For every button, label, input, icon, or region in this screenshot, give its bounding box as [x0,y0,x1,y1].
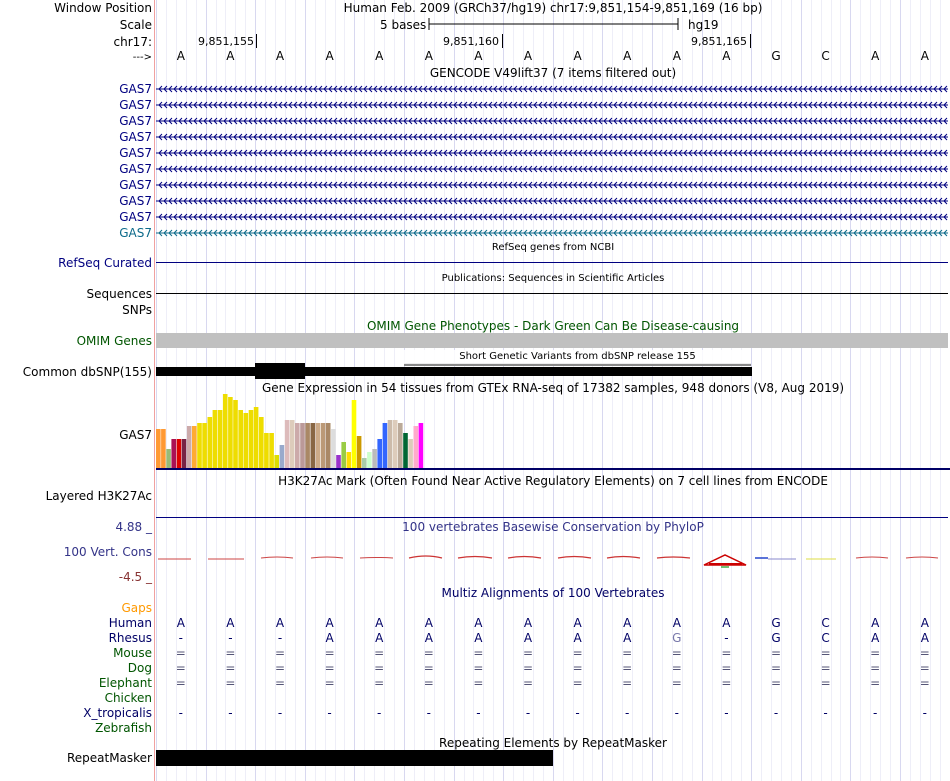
multiz-base: = [622,676,633,690]
gencode-item-label[interactable]: GAS7 [119,210,152,224]
gencode-transcript-row[interactable] [156,194,948,208]
multiz-base: = [721,676,732,690]
gtex-tissue-bar [336,455,341,468]
multiz-base: = [671,676,682,690]
label-separator [154,0,155,781]
multiz-base: C [821,631,830,645]
reference-base: A [325,49,334,63]
multiz-base: = [919,661,930,675]
gencode-strand-arrows [156,210,948,224]
multiz-base: A [474,616,483,630]
multiz-species-label[interactable]: Dog [127,661,152,675]
gtex-tissue-bar [305,423,310,468]
multiz-base: = [572,676,583,690]
gtex-tissue-bar [187,426,192,468]
gtex-tissue-bar [383,423,388,468]
multiz-base: = [820,676,831,690]
gtex-tissue-bar [321,423,326,468]
gtex-tissue-bar [264,433,269,468]
multiz-base: = [374,661,385,675]
gencode-transcript-row[interactable] [156,114,948,128]
gencode-item-label[interactable]: GAS7 [119,130,152,144]
multiz-base: A [722,616,731,630]
gtex-gene-label[interactable]: GAS7 [119,428,152,442]
multiz-species-label[interactable]: Elephant [98,676,152,690]
multiz-base: = [522,676,534,690]
multiz-base: = [324,661,335,675]
multiz-base: - [773,706,779,720]
refseq-track-title: RefSeq genes from NCBI [491,242,615,253]
multiz-base: G [771,616,781,630]
multiz-base: A [424,631,433,645]
multiz-base: - [625,706,630,720]
repeatmasker-element[interactable] [156,750,553,766]
multiz-base: = [374,676,385,690]
gencode-track-title: GENCODE V49lift37 (7 items filtered out) [429,66,677,80]
multiz-base: = [820,646,831,660]
multiz-base: = [423,676,434,690]
gtex-bar-chart[interactable] [156,394,950,470]
gtex-tissue-bar [372,449,377,468]
multiz-base: C [821,616,830,630]
multiz-base: - [922,706,927,720]
multiz-base: = [423,661,434,675]
multiz-base: = [671,661,682,675]
multiz-base: = [770,661,782,675]
track-image-area[interactable] [156,0,950,781]
multiz-base: - [674,706,679,720]
multiz-base: = [274,646,286,660]
reference-base: A [573,49,582,63]
dbsnp-variant-block[interactable] [255,363,305,379]
assembly-position-text: Human Feb. 2009 (GRCh37/hg19) chr17:9,851,154-9,851,169 (16 bp) [343,1,763,15]
reference-base: A [920,49,929,63]
chrom-label[interactable]: chr17: [113,35,152,49]
gencode-transcript-row[interactable] [156,210,948,224]
gencode-transcript-row[interactable] [156,82,948,96]
position-tick-mark-3 [750,34,751,48]
gtex-tissue-bar [285,420,290,468]
gencode-transcript-row[interactable] [156,146,948,160]
multiz-base: A [920,616,929,630]
gtex-tissue-bar [408,439,413,468]
phylop-min-label: -4.5 _ [118,570,152,584]
multiz-base: A [325,616,334,630]
multiz-base: A [474,631,483,645]
sequences-label[interactable]: Sequences [86,287,152,301]
gtex-tissue-bar [259,417,264,468]
gtex-tissue-bar [316,423,321,468]
multiz-base: - [228,706,233,720]
multiz-base: = [721,646,732,660]
gencode-item-label[interactable]: GAS7 [119,178,152,192]
gtex-tissue-bar [403,433,408,468]
gencode-item-label[interactable]: GAS7 [119,226,152,240]
multiz-base: = [919,646,930,660]
reference-base: A [474,49,483,63]
multiz-base: = [622,646,633,660]
gencode-item-label[interactable]: GAS7 [119,194,152,208]
gencode-transcript-row[interactable] [156,130,948,144]
multiz-base: A [920,631,929,645]
multiz-base: A [523,631,533,645]
multiz-base: = [770,676,782,690]
publications-track-title: Publications: Sequences in Scientific Articles [441,273,665,284]
scale-bar [428,16,680,32]
phylop-track-title: 100 vertebrates Basewise Conservation by PhyloP [402,520,704,534]
multiz-species-label[interactable]: Rhesus [108,631,152,645]
multiz-base: = [870,661,881,675]
multiz-base: A [375,616,384,630]
multiz-species-label[interactable]: Human [108,616,152,630]
multiz-base: = [274,676,286,690]
gtex-tissue-bar [280,445,285,468]
gtex-tissue-bar [311,423,316,468]
reference-base: G [771,49,781,63]
multiz-base: - [426,706,431,720]
gencode-transcript-row[interactable] [156,98,948,112]
reference-base: A [226,49,235,63]
gtex-tissue-bar [362,458,367,468]
reference-base: C [821,49,830,63]
multiz-base: - [724,631,729,645]
gtex-tissue-bar [223,394,228,468]
reference-base: A [275,49,285,63]
multiz-base: = [175,646,186,660]
gtex-tissue-bar [182,439,187,468]
multiz-base: - [178,631,183,645]
multiz-base: A [672,616,681,630]
multiz-base: = [225,661,236,675]
phylop-signal[interactable] [156,550,950,572]
gtex-tissue-bar [367,452,372,468]
multiz-base: = [919,676,930,690]
multiz-base: A [623,616,632,630]
gtex-tissue-bar [419,423,424,468]
multiz-base: = [324,646,335,660]
gencode-strand-arrows [156,114,948,128]
multiz-base: - [724,706,729,720]
gtex-tissue-bar [352,400,357,468]
position-tick-2: 9,851,160 [443,35,499,48]
repeatmasker-label[interactable]: RepeatMasker [66,751,152,765]
multiz-base: - [178,706,183,720]
dbsnp-track-title: Short Genetic Variants from dbSNP release 155 [404,350,751,364]
multiz-base: - [873,706,878,720]
reference-base: A [871,49,880,63]
multiz-species-label[interactable]: X_tropicalis [83,706,152,720]
gencode-transcript-row[interactable] [156,226,948,240]
gtex-tissue-bar [398,423,403,468]
position-tick-mark-2 [502,34,503,48]
gtex-tissue-bar [197,423,202,468]
gtex-tissue-bar [244,413,249,468]
multiz-base: - [525,706,531,720]
gencode-transcript-row[interactable] [156,178,948,192]
multiz-base: A [176,616,185,630]
multiz-base: A [623,631,632,645]
multiz-base: = [274,661,286,675]
multiz-base: - [277,631,283,645]
multiz-base: A [573,616,582,630]
gtex-tissue-bar [156,429,161,468]
multiz-base: = [721,661,732,675]
gencode-strand-arrows [156,98,948,112]
multiz-base: = [175,661,186,675]
snps-label[interactable]: SNPs [122,303,152,317]
gtex-tissue-bar [213,410,218,468]
gtex-tissue-bar [228,397,233,468]
multiz-base: A [275,616,285,630]
multiz-base: = [870,646,881,660]
reference-base: A [176,49,185,63]
publications-line[interactable] [156,293,948,294]
refseq-gene-line[interactable] [156,262,948,263]
position-tick-1: 9,851,155 [198,35,254,48]
gtex-tissue-bar [388,420,393,468]
scale-bases-text: 5 bases [380,18,427,32]
multiz-base: = [671,646,682,660]
multiz-base: A [424,616,433,630]
gtex-tissue-bar [254,407,259,468]
gencode-item-label[interactable]: GAS7 [119,162,152,176]
gencode-strand-arrows [156,226,948,240]
reference-base: A [672,49,681,63]
multiz-base: - [476,706,481,720]
gtex-tissue-bar [414,426,419,468]
multiz-base: - [277,706,283,720]
gtex-tissue-bar [290,420,295,468]
multiz-base: = [522,661,534,675]
reference-base: A [375,49,384,63]
omim-genes-label[interactable]: OMIM Genes [76,334,152,348]
multiz-base: = [820,661,831,675]
multiz-base: = [473,646,484,660]
gencode-strand-arrows [156,146,948,160]
dbsnp-variant-bar[interactable] [156,367,752,376]
gtex-tissue-bar [295,423,300,468]
multiz-base: A [325,631,334,645]
common-dbsnp-label[interactable]: Common dbSNP(155) [22,365,152,379]
multiz-base: = [572,646,583,660]
gtex-tissue-bar [326,423,331,468]
window-position-label[interactable]: Window Position [54,1,152,15]
h3k27ac-baseline [156,517,948,518]
multiz-base: - [575,706,580,720]
gtex-tissue-bar [166,449,171,468]
gtex-tissue-bar [357,436,362,468]
layered-h3k27ac-label[interactable]: Layered H3K27Ac [45,489,152,503]
position-tick-3: 9,851,165 [691,35,747,48]
multiz-species-label[interactable]: Mouse [113,646,152,660]
multiz-base: - [377,706,382,720]
strand-arrow-label[interactable]: ---> [132,52,152,63]
gencode-item-label[interactable]: GAS7 [119,146,152,160]
gtex-tissue-bar [233,400,238,468]
multiz-species-label[interactable]: Chicken [104,691,152,705]
multiz-base: - [823,706,828,720]
gtex-tissue-bar [341,442,346,468]
gencode-item-label[interactable]: GAS7 [119,114,152,128]
gencode-item-label[interactable]: GAS7 [119,82,152,96]
multiz-species-label[interactable]: Zebrafish [95,721,152,735]
omim-gene-bar[interactable] [156,333,948,348]
gtex-tissue-bar [171,439,176,468]
multiz-base: G [672,631,682,645]
gtex-tissue-bar [161,429,166,468]
multiz-base: A [375,631,384,645]
multiz-base: - [327,706,332,720]
gtex-tissue-bar [238,410,243,468]
reference-base: A [424,49,433,63]
multiz-base: = [175,676,186,690]
gtex-tissue-bar [274,455,279,468]
gtex-tissue-bar [202,423,207,468]
multiz-base: = [225,676,236,690]
multiz-base: A [871,616,880,630]
multiz-base: = [423,646,434,660]
reference-base: A [722,49,731,63]
gencode-strand-arrows [156,130,948,144]
phylop-max-label: 4.88 _ [115,520,152,534]
gtex-tissue-bar [208,417,213,468]
multiz-base: A [573,631,582,645]
gtex-track-title: Gene Expression in 54 tissues from GTEx RNA-seq of 17382 samples, 948 donors (V8, Aug 2019) [261,381,845,395]
gtex-tissue-bar [249,410,254,468]
gencode-strand-arrows [156,178,948,192]
gencode-strand-arrows [156,194,948,208]
h3k27ac-track-title: H3K27Ac Mark (Often Found Near Active Regulatory Elements) on 7 cell lines from ENCODE [278,474,828,488]
gtex-tissue-bar [218,410,223,468]
multiz-gaps-label[interactable]: Gaps [121,601,152,615]
multiz-base: = [870,676,881,690]
track-labels-column [0,0,155,781]
gtex-tissue-bar [300,423,305,468]
gtex-tissue-bar [347,452,352,468]
multiz-base: = [770,646,782,660]
gencode-strand-arrows [156,162,948,176]
multiz-base: = [473,661,484,675]
reference-base: A [523,49,533,63]
gtex-tissue-bar [377,439,382,468]
phylop-track-label[interactable]: 100 Vert. Cons [63,545,152,559]
gtex-tissue-bar [177,439,182,468]
gtex-tissue-bar [331,429,336,468]
gencode-strand-arrows [156,82,948,96]
repeatmasker-track-title: Repeating Elements by RepeatMasker [439,736,667,750]
gencode-transcript-row[interactable] [156,162,948,176]
omim-track-title: OMIM Gene Phenotypes - Dark Green Can Be Disease-causing [366,319,740,333]
gtex-tissue-bar [393,420,398,468]
multiz-base: A [523,616,533,630]
gtex-tissue-bar [269,433,274,468]
multiz-base: = [374,646,385,660]
multiz-base: A [871,631,880,645]
multiz-base: G [771,631,781,645]
gtex-tissue-bar [192,426,197,468]
reference-base: A [623,49,632,63]
gencode-item-label[interactable]: GAS7 [119,98,152,112]
position-tick-mark-1 [256,34,257,48]
scale-label[interactable]: Scale [119,18,152,32]
multiz-base: = [572,661,583,675]
multiz-base: - [228,631,233,645]
multiz-base: = [622,661,633,675]
multiz-base: = [324,676,335,690]
multiz-base: A [226,616,235,630]
multiz-base: = [522,646,534,660]
db-name-text: hg19 [688,18,719,32]
multiz-base: = [473,676,484,690]
multiz-base: = [225,646,236,660]
refseq-curated-label[interactable]: RefSeq Curated [58,256,152,270]
gtex-baseline [156,468,950,470]
multiz-track-title: Multiz Alignments of 100 Vertebrates [441,586,665,600]
